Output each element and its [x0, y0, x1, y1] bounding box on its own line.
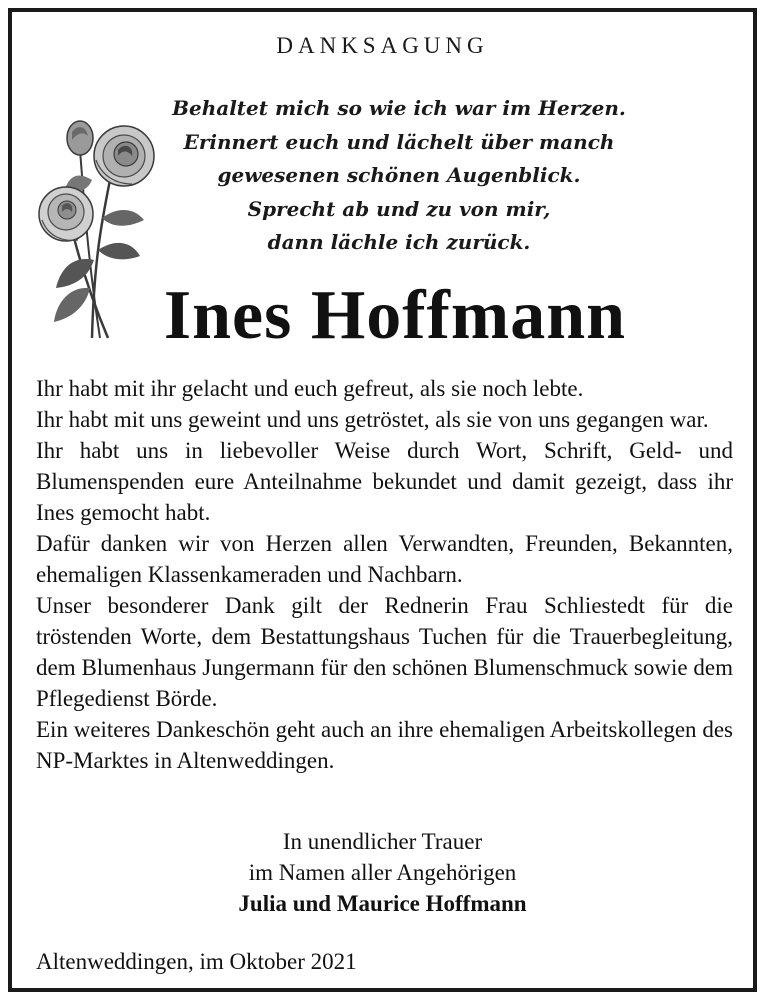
body-paragraph: Ihr habt mit ihr gelacht und euch gefreut, als sie noch lebte. [36, 376, 584, 401]
body-paragraph: Dafür danken wir von Herzen allen Verwandten, Freunden, Bekannten, ehemaligen Klassenkameraden und Nachbarn. [36, 531, 733, 587]
signatories: Julia und Maurice Hoffmann [238, 891, 527, 916]
closing-block [12, 826, 753, 919]
poem-line: Behaltet mich so wie ich war im Herzen. [172, 96, 626, 120]
body-paragraph: Ein weiteres Dankeschön geht auch an ihre ehemaligen Arbeitskollegen des NP-Marktes in Altenweddingen. [36, 717, 733, 773]
body-paragraph: Ihr habt uns in liebevoller Weise durch Wort, Schrift, Geld- und Blumenspenden eure Anteilnahme bekundet und damit gezeigt, dass ihr Ines gemocht habt. [36, 438, 733, 525]
body-paragraph: Unser besonderer Dank gilt der Rednerin Frau Schliestedt für die tröstenden Worte, dem Bestattungshaus Tuchen für die Trauerbegleitung, dem Blumenhaus Jungermann für den schönen Blumenschmuck sowie dem Pflegedienst Börde. [36, 593, 733, 711]
notice-heading: DANKSAGUNG [276, 33, 489, 58]
poem-line: Erinnert euch und lächelt über manch [183, 129, 615, 154]
poem-line: gewesenen schönen Augenblick. [217, 163, 581, 187]
closing-line: im Namen aller Angehörigen [248, 860, 517, 885]
poem-line: dann lächle ich zurück. [267, 230, 531, 254]
notice-frame [8, 8, 757, 992]
poem-line: Sprecht ab und zu von mir, [247, 196, 551, 221]
place-date: Altenweddingen, im Oktober 2021 [36, 949, 357, 974]
body-paragraph: Ihr habt mit uns geweint und uns getröstet, als sie von uns gegangen war. [36, 407, 709, 432]
closing-line: In unendlicher Trauer [282, 829, 483, 854]
thank-you-text [36, 373, 733, 776]
memorial-poem [162, 92, 636, 260]
deceased-name: Ines Hoffmann [163, 277, 627, 354]
